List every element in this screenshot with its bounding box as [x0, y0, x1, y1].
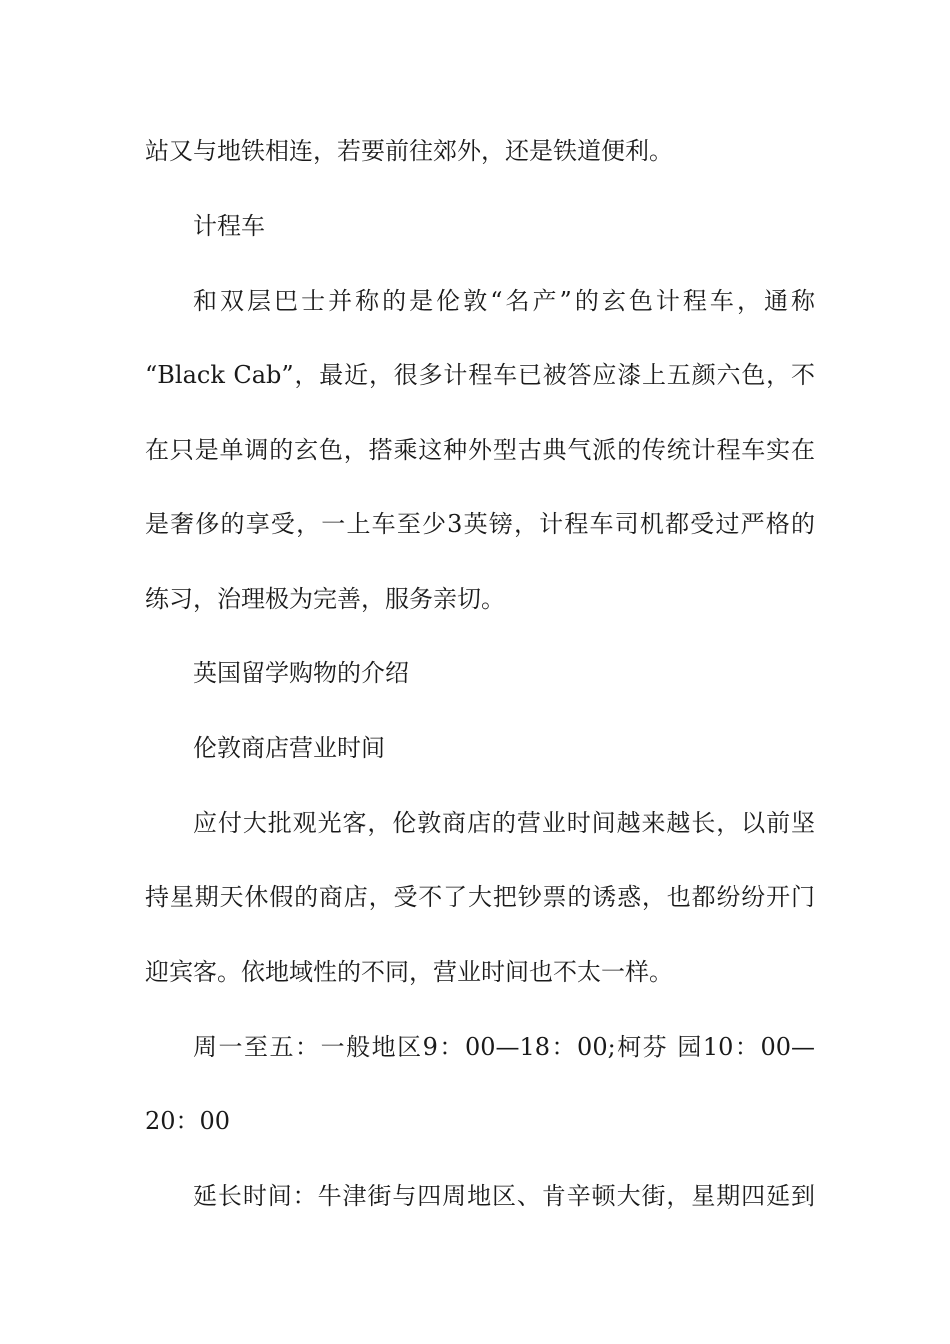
- paragraph-line: 20：00: [145, 1107, 231, 1135]
- section-heading-taxi: 计程车: [193, 212, 265, 240]
- paragraph-line: 练习，治理极为完善，服务亲切。: [145, 585, 505, 613]
- section-heading-hours: 伦敦商店营业时间: [193, 734, 385, 762]
- paragraph-line: 站又与地铁相连，若要前往郊外，还是铁道便利。: [145, 137, 673, 165]
- paragraph-line: 是奢侈的享受，一上车至少3英镑，计程车司机都受过严格的: [145, 510, 815, 538]
- paragraph-line: 应付大批观光客，伦敦商店的营业时间越来越长，以前坚: [193, 809, 815, 837]
- paragraph-line: 延长时间：牛津街与四周地区、肯辛顿大街，星期四延到: [193, 1182, 815, 1210]
- section-heading-shopping: 英国留学购物的介绍: [193, 659, 409, 687]
- paragraph-line: 持星期天休假的商店，受不了大把钞票的诱惑，也都纷纷开门: [145, 883, 815, 911]
- paragraph-line: 在只是单调的玄色，搭乘这种外型古典气派的传统计程车实在: [145, 436, 815, 464]
- paragraph-line: “Black Cab”，最近，很多计程车已被答应漆上五颜六色，不: [145, 361, 815, 389]
- paragraph-line: 周一至五：一般地区9：00—18：00;柯芬 园10：00—: [193, 1033, 815, 1061]
- paragraph-line: 和双层巴士并称的是伦敦“名产”的玄色计程车，通称: [193, 287, 815, 315]
- paragraph-line: 迎宾客。依地域性的不同，营业时间也不太一样。: [145, 958, 673, 986]
